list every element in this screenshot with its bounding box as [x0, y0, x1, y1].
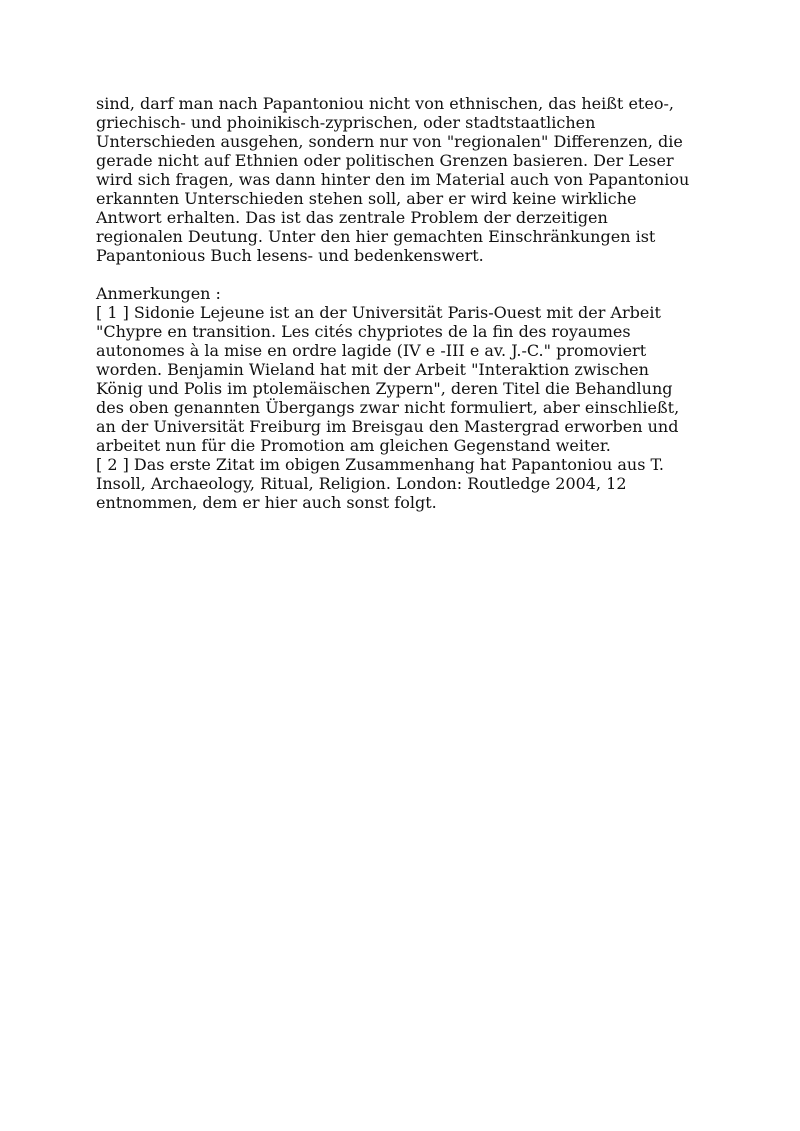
footnote-line: [ 2 ] Das erste Zitat im obigen Zusammenhang hat Papantoniou aus T. — [96, 455, 664, 474]
paragraph-line: gerade nicht auf Ethnien oder politischen Grenzen basieren. Der Leser — [96, 151, 674, 170]
paragraph-line: Papantonious Buch lesens- und bedenkenswert. — [96, 246, 484, 265]
footnote-2 — [96, 455, 716, 512]
text-body — [96, 94, 716, 512]
main-paragraph — [96, 94, 716, 265]
footnote-line: "Chypre en transition. Les cités chypriotes de la fin des royaumes — [96, 322, 631, 341]
footnote-line: an der Universität Freiburg im Breisgau den Mastergrad erworben und — [96, 417, 679, 436]
footnote-1 — [96, 303, 716, 455]
paragraph-line: wird sich fragen, was dann hinter den im Material auch von Papantoniou — [96, 170, 690, 189]
notes-heading: Anmerkungen : — [96, 284, 221, 303]
paragraph-line: griechisch- und phoinikisch-zyprischen, oder stadtstaatlichen — [96, 113, 596, 132]
paragraph-line: sind, darf man nach Papantoniou nicht von ethnischen, das heißt eteo-, — [96, 94, 674, 113]
footnote-line: arbeitet nun für die Promotion am gleichen Gegenstand weiter. — [96, 436, 611, 455]
paragraph-line: Antwort erhalten. Das ist das zentrale Problem der derzeitigen — [96, 208, 608, 227]
footnote-line: autonomes à la mise en ordre lagide (IV e -III e av. J.-C." promoviert — [96, 341, 647, 360]
footnote-line: entnommen, dem er hier auch sonst folgt. — [96, 493, 437, 512]
paragraph-line: regionalen Deutung. Unter den hier gemachten Einschränkungen ist — [96, 227, 656, 246]
notes-section — [96, 284, 716, 512]
paragraph-line: Unterschieden ausgehen, sondern nur von "regionalen" Differenzen, die — [96, 132, 683, 151]
footnote-line: des oben genannten Übergangs zwar nicht formuliert, aber einschließt, — [96, 398, 680, 417]
footnote-line: worden. Benjamin Wieland hat mit der Arbeit "Interaktion zwischen — [96, 360, 649, 379]
footnote-line: König und Polis im ptolemäischen Zypern", deren Titel die Behandlung — [96, 379, 673, 398]
paragraph-line: erkannten Unterschieden stehen soll, aber er wird keine wirkliche — [96, 189, 637, 208]
footnote-line: Insoll, Archaeology, Ritual, Religion. London: Routledge 2004, 12 — [96, 474, 627, 493]
footnote-line: [ 1 ] Sidonie Lejeune ist an der Universität Paris-Ouest mit der Arbeit — [96, 303, 661, 322]
paragraph-spacer — [96, 265, 716, 284]
